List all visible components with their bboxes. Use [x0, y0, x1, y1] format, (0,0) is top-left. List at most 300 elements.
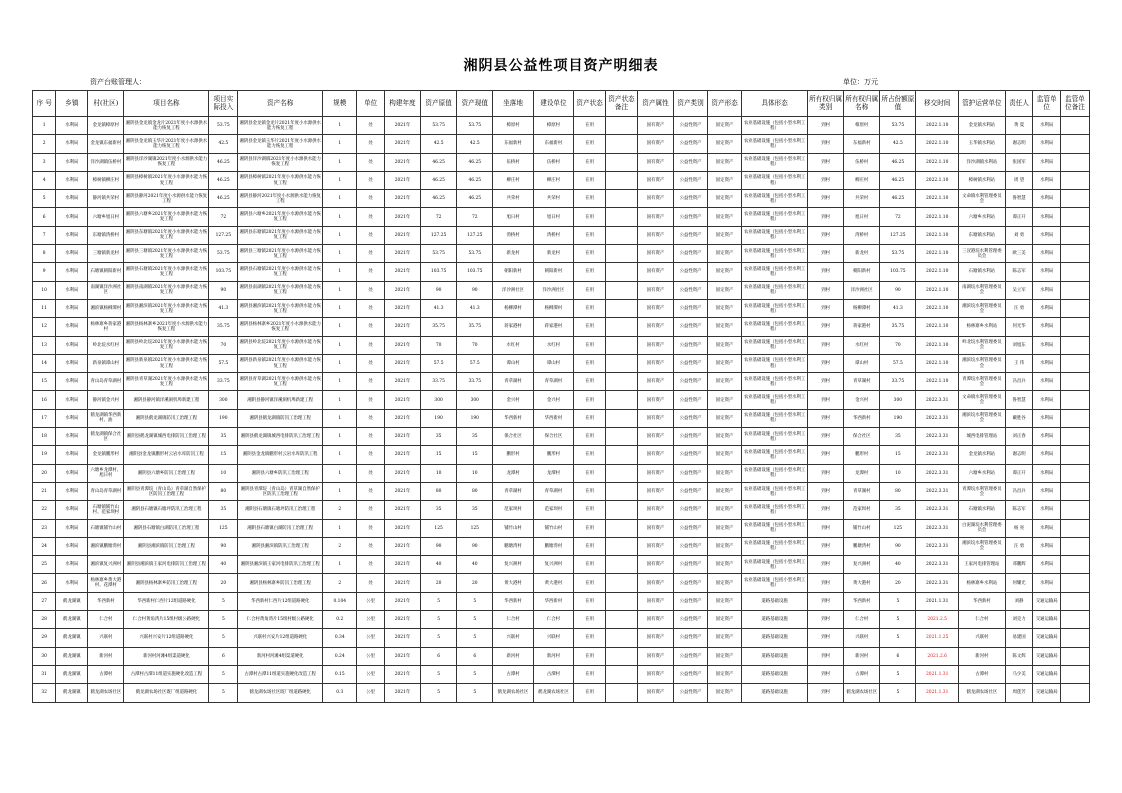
table-cell: 到村: [808, 190, 844, 208]
table-cell: 刘旭东: [1005, 336, 1033, 354]
table-cell: 水利局: [56, 208, 88, 226]
table-cell: 处: [357, 171, 385, 189]
table-cell: 到村: [808, 647, 844, 665]
table-cell: 2022.3.31: [916, 537, 959, 555]
table-cell: 鹤龙湖农场社区: [533, 684, 573, 702]
table-cell: 水利局: [1033, 226, 1061, 244]
table-cell: 国有资产: [637, 501, 673, 519]
table-cell: 2022.3.31: [916, 409, 959, 427]
table-cell: 复兴洲村: [533, 556, 573, 574]
table-cell: [606, 171, 638, 189]
table-row: [33, 299, 1090, 317]
table-cell: 水利局: [56, 446, 88, 464]
table-cell: 2021年: [384, 501, 420, 519]
table-cell: 鹏塘湾村: [533, 537, 573, 555]
table-cell: 王 伟: [1005, 354, 1033, 372]
table-cell: 1: [323, 373, 357, 391]
table-cell: 35.75: [209, 318, 238, 336]
table-cell: 仁合村: [533, 611, 573, 629]
table-cell: 陈志军: [1005, 501, 1033, 519]
column-header: 构建年度: [384, 91, 420, 117]
table-cell: 固定资产: [708, 537, 742, 555]
table-cell: 2021年: [384, 537, 420, 555]
table-cell: [606, 318, 638, 336]
table-cell: 公益性资产: [674, 373, 708, 391]
table-cell: 公益性资产: [674, 299, 708, 317]
table-cell: 樟树镇水利站: [958, 171, 1005, 189]
table-cell: 湘滨垸水利管理委员会: [958, 354, 1005, 372]
table-cell: 公益性资产: [674, 519, 708, 537]
column-header: 监管单位备注: [1061, 91, 1090, 117]
table-cell: 40: [209, 556, 238, 574]
table-cell: 在用: [574, 629, 606, 647]
table-cell: 公益性资产: [674, 336, 708, 354]
table-cell: 水利局: [1033, 281, 1061, 299]
table-cell: 水利局: [1033, 299, 1061, 317]
table-row: [33, 629, 1090, 647]
table-cell: 文命镇水利管理委员会: [958, 391, 1005, 409]
table-cell: 0.2: [323, 611, 357, 629]
table-cell: [606, 574, 638, 592]
table-cell: [606, 117, 638, 135]
table-cell: 2021年: [384, 391, 420, 409]
table-cell: 南湖垸水利管理委员会: [958, 281, 1005, 299]
table-row: [33, 153, 1090, 171]
table-cell: 范家坝村: [533, 501, 573, 519]
table-cell: 2: [323, 537, 357, 555]
table-cell: 72: [209, 208, 238, 226]
table-cell: 到村: [808, 336, 844, 354]
table-cell: 35: [209, 501, 238, 519]
table-cell: 青草湖村: [533, 373, 573, 391]
table-cell: 国有资产: [637, 647, 673, 665]
table-cell: 5: [457, 629, 493, 647]
table-cell: 22: [33, 501, 56, 519]
table-cell: 到村: [808, 226, 844, 244]
table-cell: 国有资产: [637, 464, 673, 482]
table-cell: 在用: [574, 464, 606, 482]
table-cell: 湘阴县金龙镇金龙片2021年度小水源供水能力恢复工程: [124, 117, 209, 135]
table-cell: 在用: [574, 409, 606, 427]
table-cell: 190: [421, 409, 457, 427]
table-cell: 水利局: [1033, 171, 1061, 189]
table-cell: 湘阴县静河2021年度小水源供水能力恢复工程: [238, 190, 323, 208]
table-cell: 石塘镇水利站: [958, 263, 1005, 281]
table-cell: 在用: [574, 336, 606, 354]
table-cell: 2021年: [384, 574, 420, 592]
table-cell: 道路基础设施: [742, 647, 808, 665]
table-cell: [1061, 153, 1090, 171]
table-cell: 兴联村: [88, 629, 124, 647]
table-cell: 华西新村仁西片12组道路硬化: [238, 592, 323, 610]
table-cell: 46.25: [421, 153, 457, 171]
table-cell: 70: [421, 336, 457, 354]
table-cell: 固定资产: [708, 464, 742, 482]
table-cell: 国有资产: [637, 592, 673, 610]
table-row: [33, 665, 1090, 683]
table-cell: 103.75: [457, 263, 493, 281]
table-cell: 90: [421, 281, 457, 299]
table-cell: 湘阴县樟树镇2021年度小水源供水能力恢复工程: [124, 171, 209, 189]
table-cell: 固定资产: [708, 501, 742, 519]
table-cell: 鹏塘湾村: [844, 537, 880, 555]
table-cell: 湘滨镇复兴洲村: [88, 556, 124, 574]
table-cell: 到村: [808, 464, 844, 482]
table-cell: 新河村: [533, 647, 573, 665]
table-cell: 水红村: [533, 336, 573, 354]
table-cell: 2021年: [384, 171, 420, 189]
table-cell: 湘阴县南湖镇2021年度小水源供水能力恢复工程: [238, 281, 323, 299]
table-cell: 湘阴县杨林寨乡2021年度小水源供水能力恢复工程: [238, 318, 323, 336]
table-cell: 处: [357, 135, 385, 153]
table-cell: 12: [33, 318, 56, 336]
table-cell: 国有资产: [637, 318, 673, 336]
table-cell: 水利局: [1033, 318, 1061, 336]
table-cell: 国有资产: [637, 556, 673, 574]
table-cell: [1061, 537, 1090, 555]
table-cell: [1061, 391, 1090, 409]
table-cell: 70: [457, 336, 493, 354]
table-cell: 1: [323, 556, 357, 574]
table-cell: 戴胜谷: [1005, 409, 1033, 427]
table-cell: 46.25: [880, 171, 916, 189]
table-cell: 在用: [574, 354, 606, 372]
table-cell: 20: [209, 574, 238, 592]
table-cell: 农业基础设施（包括小型水利工程）: [742, 153, 808, 171]
table-cell: 公益性资产: [674, 245, 708, 263]
table-row: [33, 556, 1090, 574]
table-cell: 金龙镇水利站: [958, 446, 1005, 464]
table-cell: 农业基础设施（包括小型水利工程）: [742, 318, 808, 336]
table-cell: 1: [323, 299, 357, 317]
table-cell: 东福新村: [844, 135, 880, 153]
table-cell: 水利局: [1033, 428, 1061, 446]
table-cell: 蒋家港村: [533, 318, 573, 336]
table-cell: 10: [209, 464, 238, 482]
table-cell: 湘阴县静河2021年度小水源供水能力恢复工程: [124, 190, 209, 208]
table-cell: 鹏形村: [493, 446, 533, 464]
table-cell: 冯昌兵: [1005, 482, 1033, 500]
table-cell: 在用: [574, 117, 606, 135]
table-cell: 国有资产: [637, 299, 673, 317]
table-cell: [606, 537, 638, 555]
table-cell: 兴联村: [533, 629, 573, 647]
table-cell: 共荣村: [844, 190, 880, 208]
table-cell: 固定资产: [708, 153, 742, 171]
table-cell: 190: [880, 409, 916, 427]
table-cell: 在用: [574, 135, 606, 153]
table-cell: 水利局: [1033, 482, 1061, 500]
table-row: [33, 354, 1090, 372]
table-cell: 11: [33, 299, 56, 317]
table-cell: 1: [323, 354, 357, 372]
table-cell: 2022.1.10: [916, 263, 959, 281]
table-cell: 农业基础设施（包括小型水利工程）: [742, 391, 808, 409]
table-cell: 水利局: [1033, 464, 1061, 482]
table-cell: 2022.1.10: [916, 354, 959, 372]
table-cell: 5: [421, 629, 457, 647]
table-cell: 岭北垸水利管理委员会: [958, 336, 1005, 354]
table-cell: 仁合村: [88, 611, 124, 629]
table-cell: 石塘镇铺竹山村: [88, 519, 124, 537]
table-cell: 2022.1.10: [916, 135, 959, 153]
table-cell: 洋沙洲社区: [533, 281, 573, 299]
table-cell: 朝阳新村: [844, 263, 880, 281]
table-cell: 水利局: [56, 354, 88, 372]
table-cell: 洋沙洲社区: [493, 281, 533, 299]
table-cell: [1061, 464, 1090, 482]
table-cell: 鹤龙湖农场社区既厂组道路硬化: [124, 684, 209, 702]
table-cell: 13: [33, 336, 56, 354]
table-cell: 水利局: [56, 135, 88, 153]
table-cell: 1: [323, 208, 357, 226]
table-cell: 水利局: [1033, 373, 1061, 391]
table-cell: 谭正开: [1005, 208, 1033, 226]
table-cell: 2022.1.10: [916, 245, 959, 263]
table-cell: 33.75: [880, 373, 916, 391]
table-cell: 旭日村: [533, 208, 573, 226]
table-cell: 在用: [574, 647, 606, 665]
table-cell: 在用: [574, 665, 606, 683]
table-cell: 到村: [808, 446, 844, 464]
table-cell: 21: [33, 482, 56, 500]
table-cell: 柳庄村: [493, 171, 533, 189]
table-cell: 在用: [574, 318, 606, 336]
table-cell: 湘阴县石塘镇石塘坪防汛工治理工程: [238, 501, 323, 519]
table-cell: 新河村: [88, 647, 124, 665]
table-cell: 青草湖村: [844, 482, 880, 500]
table-cell: 103.75: [209, 263, 238, 281]
table-cell: 水利局: [1033, 208, 1061, 226]
table-cell: 国有资产: [637, 409, 673, 427]
table-cell: 水利局: [1033, 409, 1061, 427]
table-cell: 刘 勇: [1005, 226, 1033, 244]
table-row: [33, 611, 1090, 629]
table-cell: 2021年: [384, 373, 420, 391]
table-cell: 46.25: [421, 190, 457, 208]
table-cell: 处: [357, 428, 385, 446]
table-cell: 公益性资产: [674, 501, 708, 519]
table-cell: 在用: [574, 446, 606, 464]
table-cell: 在用: [574, 299, 606, 317]
table-cell: 在用: [574, 537, 606, 555]
table-cell: 1: [323, 153, 357, 171]
table-cell: 冯昌兵: [1005, 373, 1033, 391]
table-cell: 东福新村: [533, 135, 573, 153]
table-cell: 水利局: [56, 574, 88, 592]
table-cell: 城西电排管理站: [958, 428, 1005, 446]
table-cell: 农业基础设施（包括小型水利工程）: [742, 299, 808, 317]
table-cell: 鹤龙湖镇: [56, 611, 88, 629]
table-row: [33, 245, 1090, 263]
table-cell: 2021年: [384, 519, 420, 537]
table-cell: 到村: [808, 592, 844, 610]
table-cell: 20: [457, 574, 493, 592]
table-cell: 湘阴县杨林寨乡防汛工治理工程: [238, 574, 323, 592]
table-cell: [1061, 208, 1090, 226]
table-cell: 到村: [808, 153, 844, 171]
table-cell: 25: [33, 556, 56, 574]
table-cell: 水利局: [56, 153, 88, 171]
table-cell: 白泥湖垸水利管理委员会: [958, 519, 1005, 537]
table-cell: 静河镇共荣村: [88, 190, 124, 208]
table-cell: [606, 556, 638, 574]
table-cell: 在用: [574, 373, 606, 391]
table-cell: 90: [209, 281, 238, 299]
table-cell: 46.25: [209, 190, 238, 208]
column-header: 资产原值: [421, 91, 457, 117]
table-cell: 32: [33, 684, 56, 702]
table-cell: 仁合村: [493, 611, 533, 629]
table-cell: 20: [421, 574, 457, 592]
table-cell: 陈志军: [1005, 263, 1033, 281]
table-cell: 华西新村: [958, 592, 1005, 610]
table-cell: 5: [880, 629, 916, 647]
table-cell: 水利局: [1033, 501, 1061, 519]
table-cell: 青潭垸水利管理委员会: [958, 482, 1005, 500]
table-cell: 农业基础设施（包括小型水利工程）: [742, 519, 808, 537]
table-cell: 湘阴县石塘镇2021年度小水源供水能力恢复工程: [124, 263, 209, 281]
table-cell: [1061, 446, 1090, 464]
table-cell: 湘阴县金龙镇鹏形村云岩水库防汛工程: [238, 446, 323, 464]
table-cell: 周莲芳: [1005, 684, 1033, 702]
table-cell: 水红村: [844, 336, 880, 354]
table-cell: 处: [357, 336, 385, 354]
table-cell: 1: [323, 117, 357, 135]
table-cell: 2: [323, 501, 357, 519]
table-cell: 35: [421, 501, 457, 519]
table-cell: 水利局: [56, 336, 88, 354]
table-cell: 水利局: [56, 537, 88, 555]
column-header: 所占份额原值: [880, 91, 916, 117]
table-cell: [606, 299, 638, 317]
table-cell: 柳庄村: [533, 171, 573, 189]
table-cell: 10: [457, 464, 493, 482]
table-cell: 樟原村: [533, 117, 573, 135]
table-cell: 到村: [808, 482, 844, 500]
table-cell: 公益性资产: [674, 117, 708, 135]
table-cell: 固定资产: [708, 446, 742, 464]
table-cell: 公里: [357, 647, 385, 665]
table-cell: 在用: [574, 482, 606, 500]
table-cell: 5: [457, 665, 493, 683]
table-cell: 1: [323, 446, 357, 464]
table-cell: 公里: [357, 665, 385, 683]
table-cell: 2021年: [384, 299, 420, 317]
table-cell: 共荣村: [533, 190, 573, 208]
table-cell: 公益性资产: [674, 592, 708, 610]
table-cell: 公益性资产: [674, 135, 708, 153]
asset-manager-label: 资产台账管理人：: [90, 78, 146, 86]
table-cell: 湘阴县青潭垸（青山岛）青草湖自然保护区防汛工治理工程: [238, 482, 323, 500]
table-cell: 35: [457, 501, 493, 519]
table-cell: 道路基础设施: [742, 684, 808, 702]
table-cell: 固定资产: [708, 117, 742, 135]
table-cell: 东塘镇湾桥村: [88, 226, 124, 244]
table-cell: 范家坝村: [493, 501, 533, 519]
table-cell: 到村: [808, 117, 844, 135]
table-row: [33, 464, 1090, 482]
table-cell: 湘阴县洋沙湖镇2021年度小水源供水能力恢复工程: [238, 153, 323, 171]
table-cell: 公益性资产: [674, 428, 708, 446]
table-cell: 19: [33, 446, 56, 464]
table-cell: 湘阴县岭北垸2021年度小水源供水能力恢复工程: [124, 336, 209, 354]
table-cell: 2022.1.10: [916, 117, 959, 135]
table-cell: 交通运输局: [1033, 629, 1061, 647]
table-cell: 6: [33, 208, 56, 226]
column-header: 责任人: [1005, 91, 1033, 117]
table-cell: [1061, 354, 1090, 372]
table-cell: 固定资产: [708, 482, 742, 500]
table-cell: [1061, 684, 1090, 702]
table-row: [33, 592, 1090, 610]
table-cell: 在用: [574, 190, 606, 208]
table-cell: 鲁智慧: [1005, 391, 1033, 409]
table-cell: 处: [357, 574, 385, 592]
table-cell: 固定资产: [708, 318, 742, 336]
table-cell: 国有资产: [637, 684, 673, 702]
table-cell: 固定资产: [708, 373, 742, 391]
table-cell: 7: [33, 226, 56, 244]
table-cell: 华西新村: [844, 592, 880, 610]
table-cell: [606, 135, 638, 153]
table-cell: 处: [357, 263, 385, 281]
table-cell: 仁合村: [958, 611, 1005, 629]
table-cell: 国有资产: [637, 226, 673, 244]
table-cell: 水红村: [493, 336, 533, 354]
table-cell: [1061, 318, 1090, 336]
table-cell: 5: [880, 592, 916, 610]
table-cell: 1: [323, 391, 357, 409]
table-cell: 湘滨镇杨柳潭村: [88, 299, 124, 317]
table-cell: 湘阴县新泉镇2021年度小水源供水能力恢复工程: [124, 354, 209, 372]
table-cell: 公里: [357, 629, 385, 647]
table-cell: 2021.2.6: [916, 647, 959, 665]
table-cell: 公里: [357, 684, 385, 702]
table-cell: 湘阴县六塘乡防汛工治理工程: [238, 464, 323, 482]
table-cell: 国有资产: [637, 482, 673, 500]
column-header: 管护运营单位: [958, 91, 1005, 117]
table-cell: 水利局: [1033, 354, 1061, 372]
table-cell: 到村: [808, 537, 844, 555]
table-row: [33, 428, 1090, 446]
table-cell: 到村: [808, 428, 844, 446]
table-row: [33, 263, 1090, 281]
table-row: [33, 537, 1090, 555]
table-cell: 300: [421, 391, 457, 409]
table-cell: 2022.3.31: [916, 574, 959, 592]
column-header: 建设单位: [533, 91, 573, 117]
table-cell: 湘阴县鹤龙湖镇城西电排防汛工治理工程: [238, 428, 323, 446]
table-cell: 72: [421, 208, 457, 226]
table-cell: 三汊港垸水利管理委员会: [958, 245, 1005, 263]
table-cell: 46.25: [421, 171, 457, 189]
table-cell: 在用: [574, 153, 606, 171]
table-cell: 农业基础设施（包括小型水利工程）: [742, 226, 808, 244]
table-cell: 金龙镇鹏形村: [88, 446, 124, 464]
table-cell: 20: [33, 464, 56, 482]
table-cell: 水利局: [1033, 446, 1061, 464]
table-cell: 1: [323, 263, 357, 281]
table-cell: 1: [323, 226, 357, 244]
table-cell: 2021年: [384, 318, 420, 336]
table-cell: [1061, 647, 1090, 665]
table-row: [33, 391, 1090, 409]
table-cell: 固定资产: [708, 263, 742, 281]
table-cell: 龙潭村: [533, 464, 573, 482]
table-cell: 在用: [574, 428, 606, 446]
table-cell: 湘阴县静河镇洋溪洞机埠新建工程: [124, 391, 209, 409]
